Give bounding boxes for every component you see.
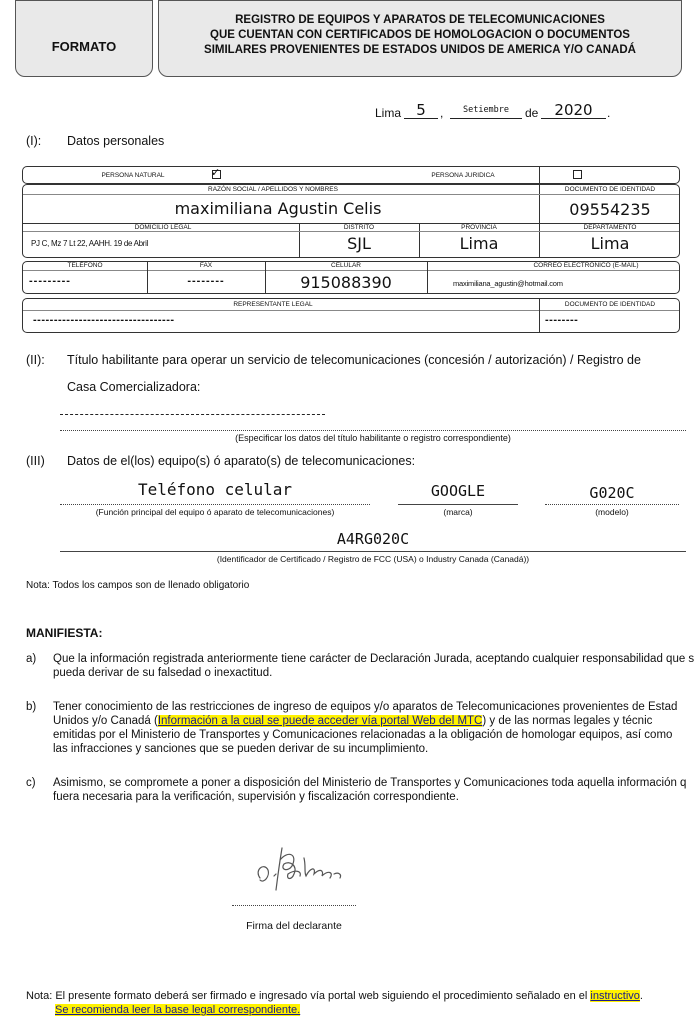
marca-caption: (marca) [443, 507, 473, 517]
funcion-caption: (Función principal del equipo ó aparato de telecomunicaciones) [95, 507, 335, 517]
ident-caption: (Identificador de Certificado / Registro de FCC (USA) o Industry Canada (Canadá)) [216, 554, 530, 564]
provincia-value[interactable]: Lima [459, 234, 499, 253]
date-de: de [525, 106, 539, 120]
date-period: . [607, 106, 611, 120]
telefono-label: TELÉFONO [67, 262, 103, 269]
distrito-label: DISTRITO [343, 224, 375, 231]
modelo-line [545, 504, 679, 505]
item-a-line1: Que la información registrada anteriormente tiene carácter de Declaración Jurada, aceptando cualquier responsabilidad que s [53, 653, 694, 665]
razon-social-label: RAZÓN SOCIAL / APELLIDOS Y NOMBRES [208, 186, 338, 193]
signature-line [232, 905, 356, 906]
signature-image [250, 840, 360, 900]
item-b-line1: Tener conocimiento de las restricciones de ingreso de equipos y/o aparatos de Telecomunicaciones provenientes de Estad [53, 701, 678, 713]
mtc-portal-link[interactable]: Información a la cual se puede acceder vía portal Web del MTC [157, 715, 483, 727]
format-label: FORMATO [51, 39, 117, 54]
title-line-1: REGISTRO DE EQUIPOS Y APARATOS DE TELECOMUNICACIONES [235, 14, 605, 26]
item-b-line4: las infracciones y sanciones que se pueden derivar de su incumplimiento. [53, 743, 429, 755]
format-box [15, 0, 153, 77]
fax-value[interactable]: -------- [187, 275, 225, 287]
titulo-habilitante-value[interactable] [60, 414, 325, 415]
item-c-line2: fuera necesaria para la verificación, supervisión y fiscalización correspondiente. [53, 791, 459, 803]
ident-value[interactable]: A4RG020C [336, 530, 410, 548]
firma-label: Firma del declarante [246, 920, 342, 932]
title-box [158, 0, 682, 77]
ident-line [60, 551, 686, 552]
doc-identidad-label: DOCUMENTO DE IDENTIDAD [564, 186, 656, 193]
persona-natural-label: PERSONA NATURAL [101, 172, 165, 179]
contact-row [22, 261, 680, 294]
rep-doc-label: DOCUMENTO DE IDENTIDAD [564, 301, 656, 308]
rep-doc-value[interactable]: -------- [545, 314, 579, 326]
titulo-habilitante-line [60, 430, 686, 431]
item-a-line2: pueda derivar de su falsedad o inexactitud. [53, 667, 273, 679]
nota-obligatorio: Nota: Todos los campos son de llenado obligatorio [26, 580, 250, 591]
distrito-value[interactable]: SJL [347, 234, 371, 253]
representante-row [22, 298, 680, 333]
razon-social-value[interactable]: maximiliana Agustin Celis [174, 199, 382, 218]
base-legal-link[interactable]: Se recomienda leer la base legal correspondiente. [55, 1004, 301, 1016]
section2-text-line2: Casa Comercializadora: [67, 380, 201, 394]
representante-label: REPRESENTANTE LEGAL [233, 301, 313, 308]
date-day[interactable]: 5 [416, 101, 426, 119]
celular-label: CELULAR [331, 262, 361, 269]
item-a-label: a) [26, 653, 37, 665]
telefono-value[interactable]: --------- [29, 275, 71, 287]
date-city: Lima [375, 106, 402, 120]
correo-label: CORREO ELECTRÓNICO (E-MAIL) [533, 262, 639, 269]
identity-block [22, 184, 680, 258]
celular-value[interactable]: 915088390 [300, 273, 392, 292]
item-c-label: c) [26, 777, 36, 789]
title-line-3: SIMILARES PROVENIENTES DE ESTADOS UNIDOS DE AMERICA Y/O CANADÁ [204, 44, 636, 56]
instructivo-link[interactable]: instructivo [590, 990, 640, 1002]
month-underline [450, 118, 522, 119]
date-comma: , [440, 106, 444, 120]
item-b-label: b) [26, 701, 37, 713]
domicilio-label: DOMICILIO LEGAL [134, 224, 192, 231]
manifiesta-title: MANIFIESTA: [26, 626, 103, 640]
departamento-value[interactable]: Lima [590, 234, 630, 253]
section1-title: Datos personales [67, 134, 165, 148]
marca-line [398, 504, 518, 505]
persona-juridica-checkbox[interactable] [573, 170, 582, 179]
doc-identidad-value[interactable]: 09554235 [569, 200, 651, 219]
modelo-caption: (modelo) [595, 507, 629, 517]
section2-caption: (Especificar los datos del título habilitante o registro correspondiente) [235, 433, 511, 443]
marca-value[interactable]: GOOGLE [430, 482, 486, 500]
nota-final-line2[interactable] [55, 1003, 300, 1017]
nota-final-line1: Nota: El presente formato deberá ser firmado e ingresado vía portal web siguiendo el procedimiento señalado en el instructivo. [26, 990, 643, 1002]
item-c-line1: Asimismo, se compromete a poner a disposición del Ministerio de Transportes y Comunicaciones toda aquella información q [53, 777, 687, 789]
date-year[interactable]: 2020 [554, 101, 593, 119]
domicilio-value[interactable]: PJ C, Mz 7 Lt 22, AAHH. 19 de Abril [31, 239, 149, 248]
funcion-line [60, 504, 370, 505]
date-month[interactable]: Setiembre [462, 105, 510, 115]
fax-label: FAX [199, 262, 213, 269]
departamento-label: DEPARTAMENTO [583, 224, 637, 231]
section2-label: (II): [26, 353, 45, 367]
section2-text-line1: Título habilitante para operar un servicio de telecomunicaciones (concesión / autorización) / Registro de [67, 353, 641, 367]
title-line-2: QUE CUENTAN CON CERTIFICADOS DE HOMOLOGACION O DOCUMENTOS [210, 29, 630, 41]
correo-value[interactable]: maximiliana_agustin@hotmail.com [453, 279, 563, 288]
section1-label: (I): [26, 134, 42, 148]
section3-label: (III) [26, 454, 45, 468]
funcion-value[interactable]: Teléfono celular [137, 480, 293, 499]
provincia-label: PROVINCIA [461, 224, 497, 231]
section3-title: Datos de el(los) equipo(s) ó aparato(s) de telecomunicaciones: [67, 454, 416, 468]
item-b-line3: emitidas por el Ministerio de Transportes y Comunicaciones relacionadas a la obligación de homologar equipos, así como [53, 729, 673, 741]
representante-value[interactable]: ---------------------------------- [33, 314, 175, 326]
persona-juridica-label: PERSONA JURIDICA [431, 172, 495, 179]
persona-row [22, 166, 680, 184]
check-mark-icon: ✓ [211, 167, 221, 179]
item-b-line2: Unidos y/o Canadá (Información a la cual se puede acceder vía portal Web del MTC) y de las normas legales y técnic [53, 715, 653, 727]
modelo-value[interactable]: G020C [589, 484, 635, 502]
